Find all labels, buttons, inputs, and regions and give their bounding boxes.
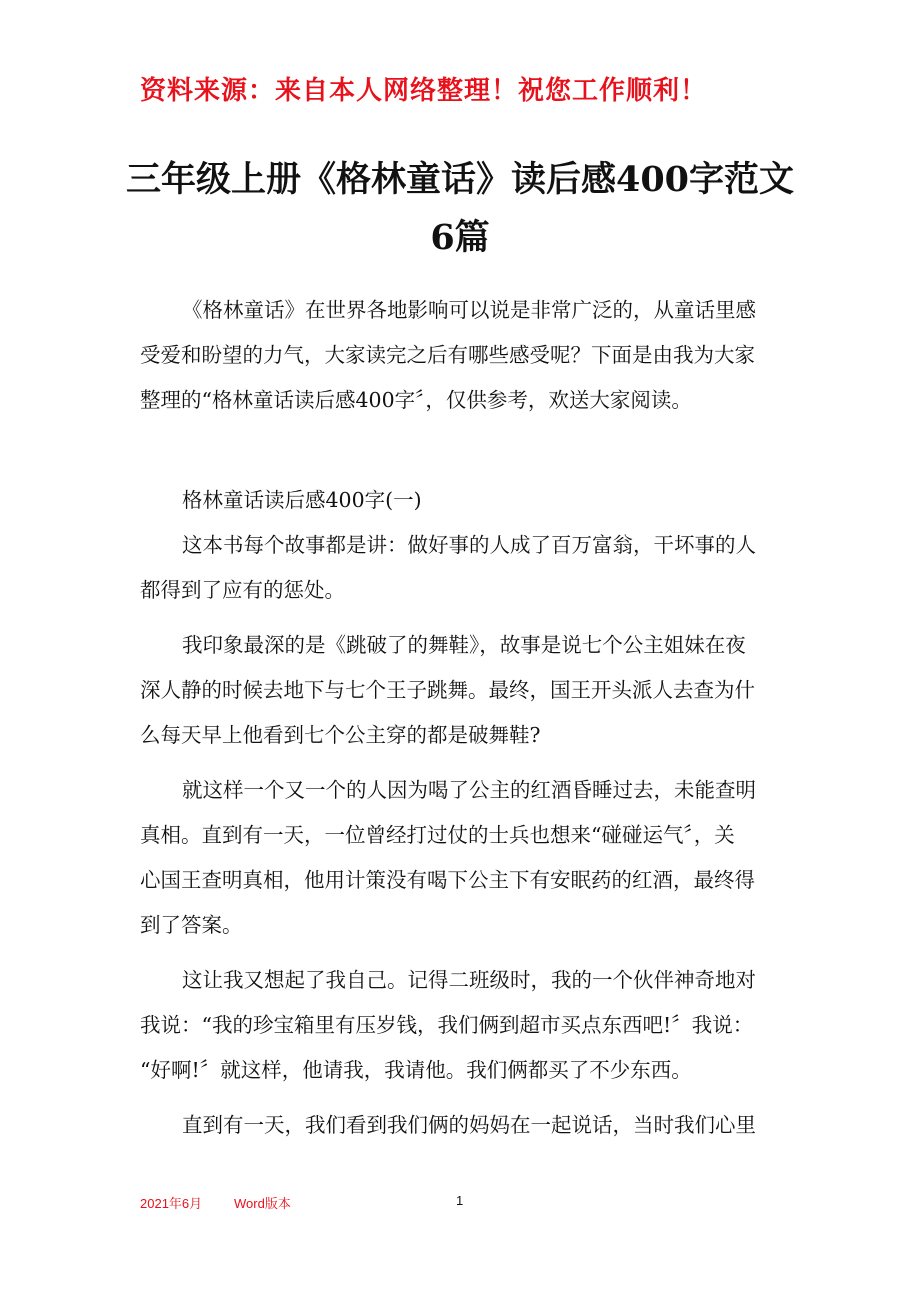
- body-line: 这让我又想起了我自己。记得二班级时，我的一个伙伴神奇地对: [182, 968, 756, 992]
- body-line: 深人静的时候去地下与七个王子跳舞。最终，国王开头派人去查为什: [140, 678, 755, 702]
- body-line: 受爱和盼望的力气，大家读完之后有哪些感受呢？下面是由我为大家: [140, 343, 755, 367]
- body-line: 我说：“我的珍宝箱里有压岁钱，我们俩到超市买点东西吧!〞我说：: [140, 1013, 754, 1037]
- body-line: 这本书每个故事都是讲：做好事的人成了百万富翁，干坏事的人: [182, 533, 756, 557]
- footer-version: Word版本: [234, 1196, 291, 1211]
- body-line: “好啊!〞就这样，他请我，我请他。我们俩都买了不少东西。: [140, 1058, 692, 1082]
- body-line: 都得到了应有的惩处。: [140, 578, 345, 602]
- body-line: 直到有一天，我们看到我们俩的妈妈在一起说话，当时我们心里: [182, 1113, 756, 1137]
- page-number: 1: [456, 1193, 464, 1208]
- section-heading: 格林童话读后感400字(一): [182, 488, 422, 512]
- body-line: 整理的“格林童话读后感400字〞，仅供参考，欢送大家阅读。: [140, 388, 692, 412]
- document-title-line2: 6篇: [430, 217, 490, 258]
- source-note: 资料来源：来自本人网络整理！祝您工作顺利！: [140, 76, 708, 106]
- footer-date: 2021年6月: [140, 1196, 203, 1211]
- body-line: 到了答案。: [140, 913, 243, 937]
- body-line: 就这样一个又一个的人因为喝了公主的红酒昏睡过去，未能查明: [182, 778, 756, 802]
- body-line: 心国王查明真相，他用计策没有喝下公主下有安眠药的红酒，最终得: [140, 868, 755, 892]
- body-line: 真相。直到有一天，一位曾经打过仗的士兵也想来“碰碰运气〞，关: [140, 823, 735, 847]
- body-line: 我印象最深的是《跳破了的舞鞋》，故事是说七个公主姐妹在夜: [182, 633, 746, 657]
- document-title: 三年级上册《格林童话》读后感400字范文: [125, 159, 795, 200]
- body-line: 《格林童话》在世界各地影响可以说是非常广泛的，从童话里感: [182, 298, 756, 322]
- body-line: 么每天早上他看到七个公主穿的都是破舞鞋?: [140, 723, 541, 747]
